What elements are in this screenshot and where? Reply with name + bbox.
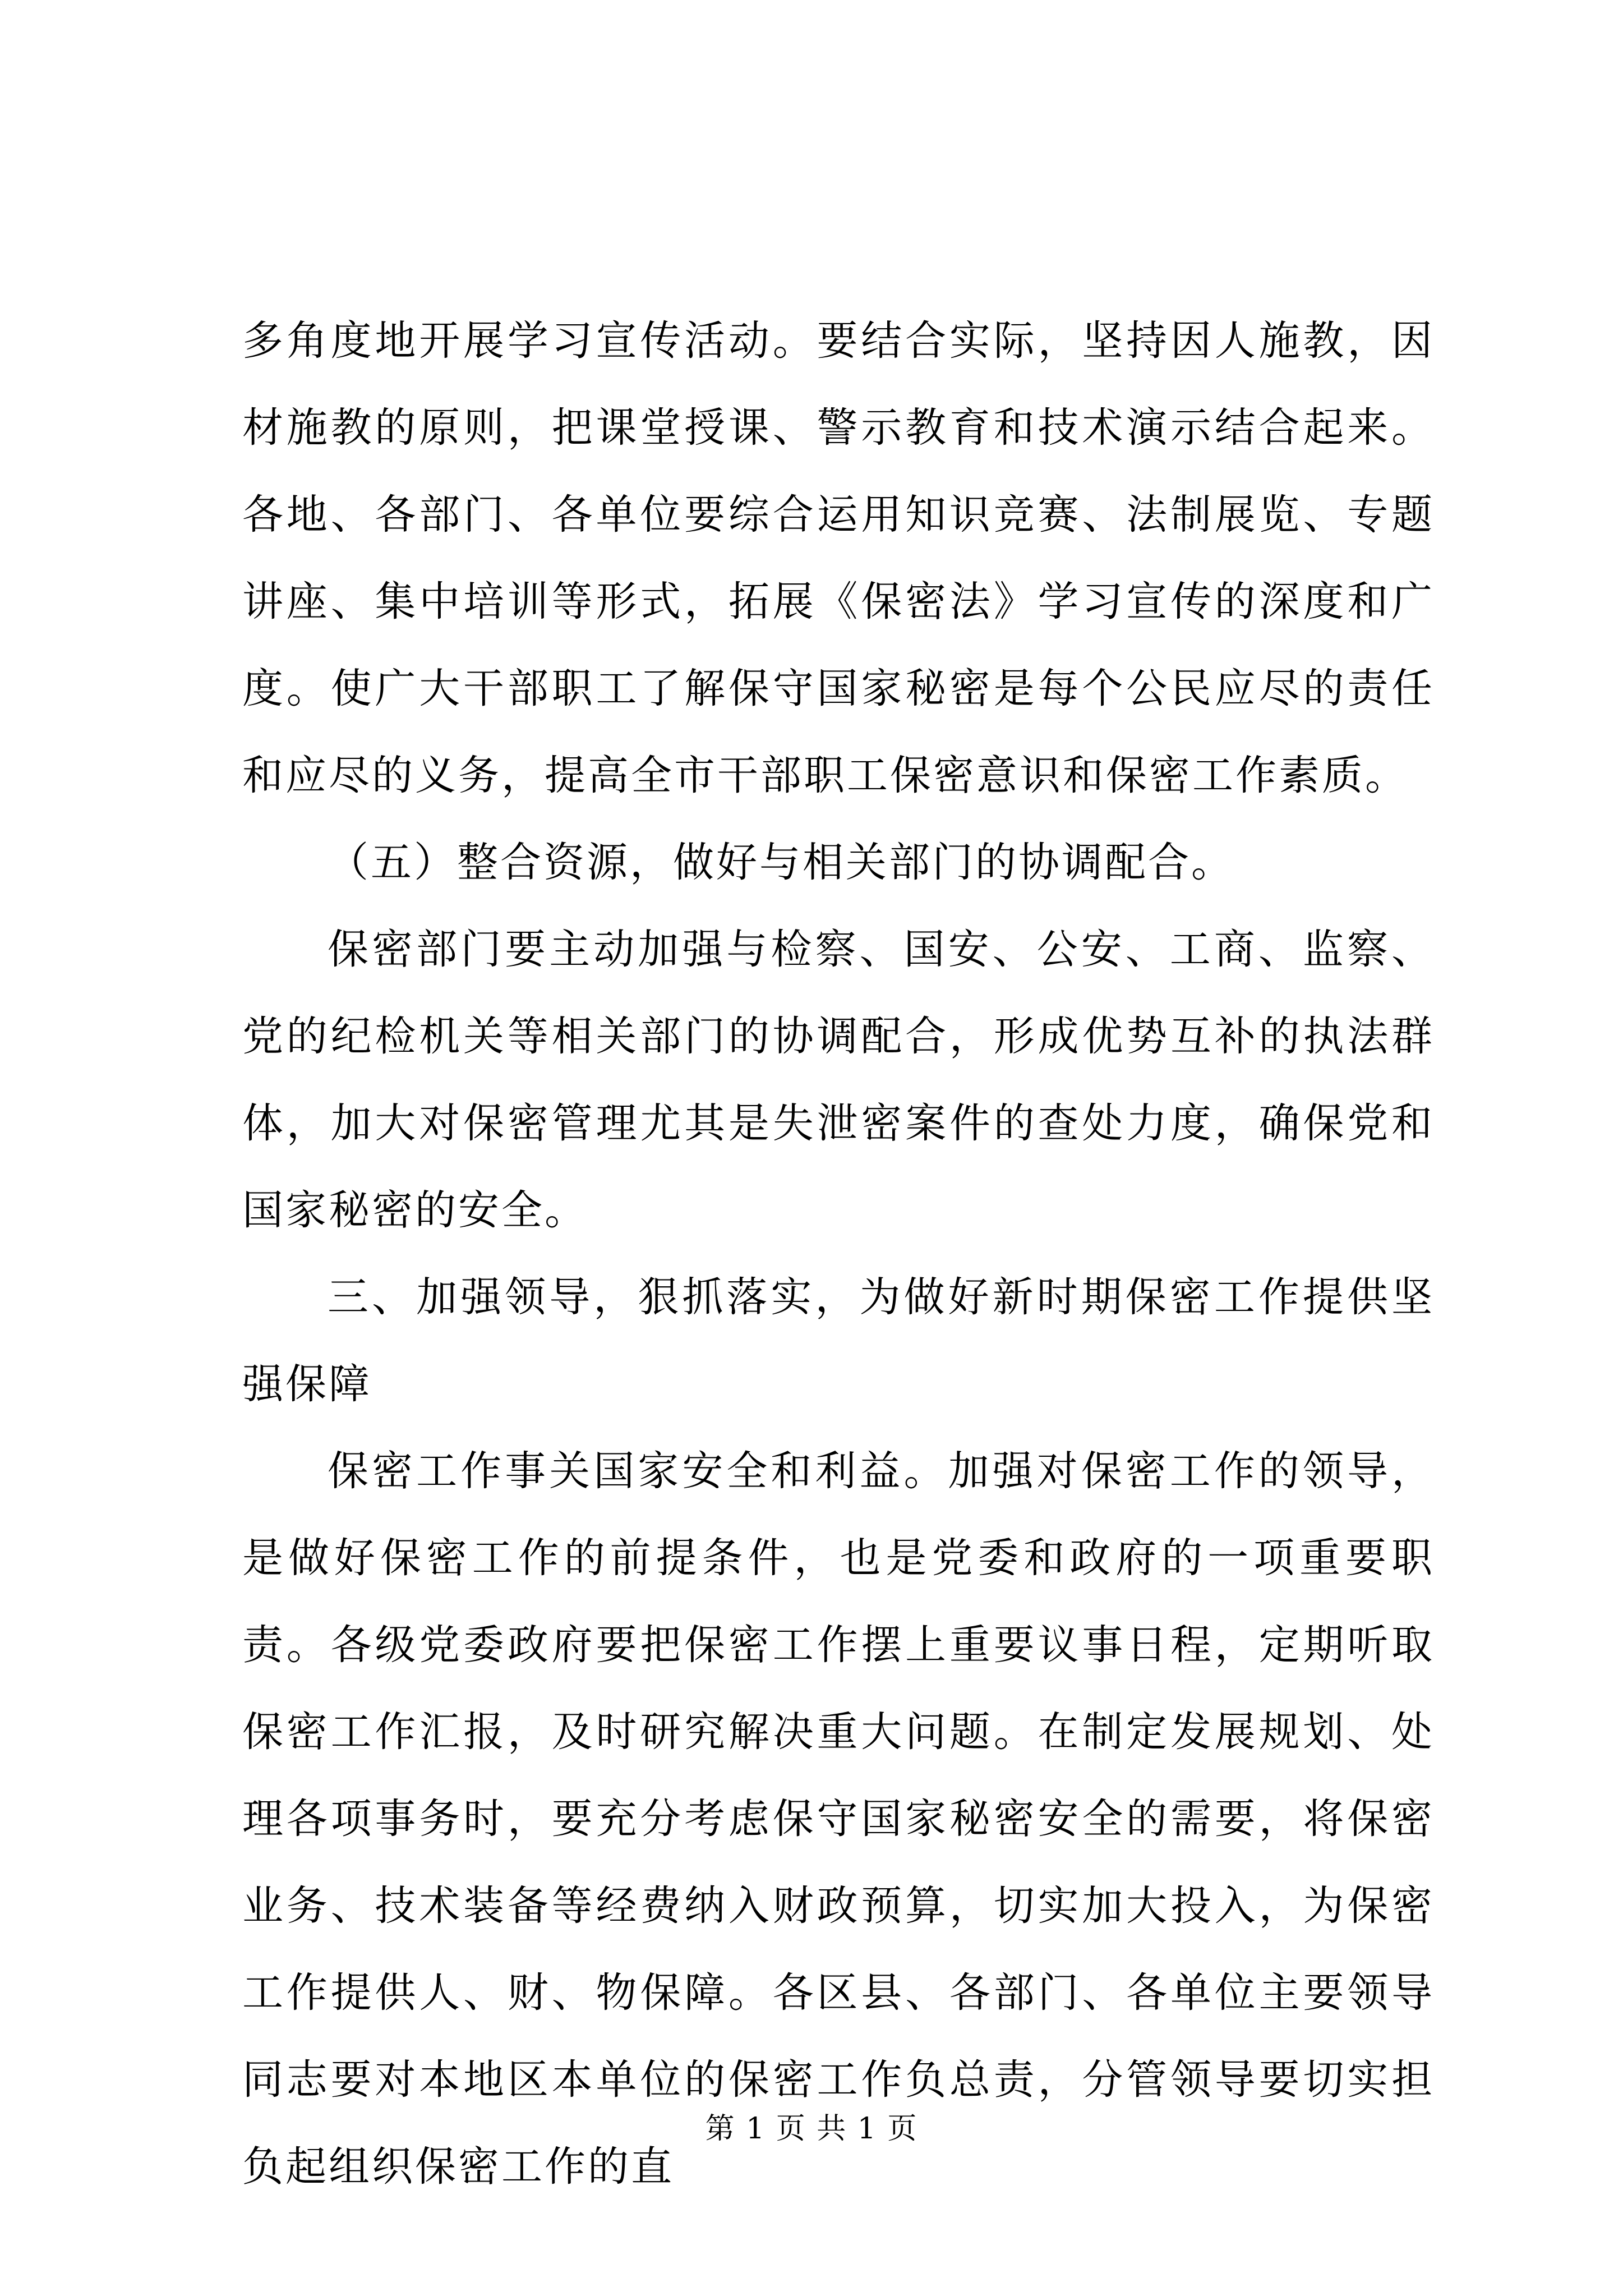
section-heading-five: （五）整合资源，做好与相关部门的协调配合。: [328, 839, 1234, 886]
page-footer: 第 1 页 共 1 页: [705, 2112, 918, 2146]
paragraph-continuation: 多角度地开展学习宣传活动。要结合实际，坚持因人施教，因材施教的原则，把课堂授课、警示教育和技术演示结合起来。各地、各部门、各单位要综合运用知识竞赛、法制展览、专题讲座、集中培训等形式，拓展《保密法》学习宣传的深度和广度。使广大干部职工了解保守国家秘密是每个公民应尽的责任和应尽的义务，提高全市干部职工保密意识和保密工作素质。: [242, 317, 1435, 799]
document-body: [242, 297, 1435, 2210]
section-heading-three: 三、加强领导，狠抓落实，为做好新时期保密工作提供坚强保障: [242, 1273, 1435, 1408]
paragraph-coordination: 保密部门要主动加强与检察、国安、公安、工商、监察、党的纪检机关等相关部门的协调配合，形成优势互补的执法群体，加大对保密管理尤其是失泄密案件的查处力度，确保党和国家秘密的安全。: [242, 926, 1435, 1234]
paragraph-leadership: 保密工作事关国家安全和利益。加强对保密工作的领导，是做好保密工作的前提条件，也是党委和政府的一项重要职责。各级党委政府要把保密工作摆上重要议事日程，定期听取保密工作汇报，及时研究解决重大问题。在制定发展规划、处理各项事务时，要充分考虑保守国家秘密安全的需要，将保密业务、技术装备等经费纳入财政预算，切实加大投入，为保密工作提供人、财、物保障。各区县、各部门、各单位主要领导同志要对本地区本单位的保密工作负总责，分管领导要切实担负起组织保密工作的直: [242, 1447, 1435, 2191]
